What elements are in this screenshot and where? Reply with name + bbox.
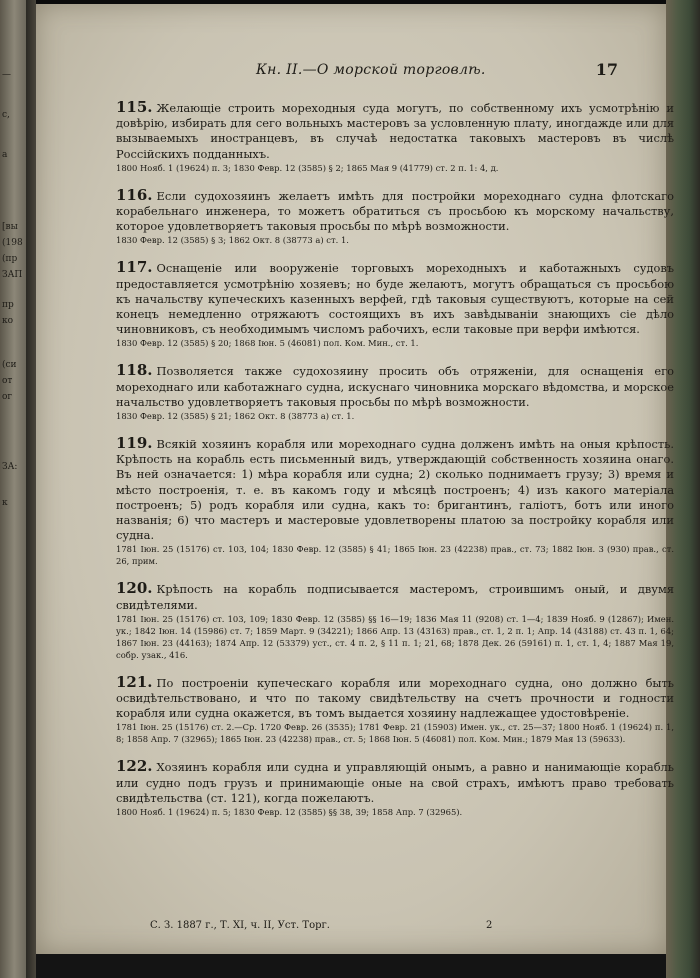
adjacent-page-fragment: ЗА: <box>2 462 18 472</box>
adjacent-page-fragment: (198 <box>2 238 23 248</box>
article-citation: 1781 Іюн. 25 (15176) ст. 103, 109; 1830 Февр. 12 (3585) §§ 16—19; 1836 Мая 11 (9208) ст. 1—4; 1839 Нояб. 9 (12867); Имен. ук.; 1842 Іюн. 14 (15986) ст. 7; 1859 Март. 9 (34221); 1866 Апр. 13 (43163) прав., ст. 1, 2 п. 1; Апр. 14 (43188) ст. 43 п. 1, 64; 1867 Іюн. 23 (44163); 1874 Апр. 12 (53379) уст., ст. 4 п. 2, § 11 п. 1; 21, 68; 1878 Дек. 26 (59161) п. 1, ст. 1, 4; 1887 Мая 19, собр. узак., 416. <box>116 613 674 660</box>
adjacent-page-fragment: ко <box>2 316 14 326</box>
running-head <box>76 62 618 82</box>
article-body <box>116 672 674 746</box>
adjacent-page-fragment: к <box>2 498 8 508</box>
article-number: 115. <box>116 98 153 116</box>
article-body <box>116 363 674 422</box>
page-number: 17 <box>595 60 618 79</box>
book-gutter <box>26 0 36 978</box>
adjacent-page-fragment: (си <box>2 360 17 370</box>
article-120 <box>116 581 674 660</box>
edition-line: С. З. 1887 г., Т. XI, ч. II, Уст. Торг. <box>150 920 330 931</box>
article-119 <box>116 436 674 567</box>
article-118 <box>116 363 674 422</box>
article-citation: 1781 Іюн. 25 (15176) ст. 2.—Ср. 1720 Февр. 26 (3535); 1781 Февр. 21 (15903) Имен. ук., ст. 25—37; 1800 Нояб. 1 (19624) п. 1, 8; 1858 Апр. 7 (32965); 1865 Іюн. 23 (42238) прав., ст. 5; 1868 Іюн. 5 (46081) пол. Ком. Мин.; 1879 Мая 13 (59633). <box>116 722 674 745</box>
page-bottom-shadow <box>36 954 666 978</box>
article-body <box>116 759 674 818</box>
adjacent-page-fragment: (пр <box>2 254 18 264</box>
article-number: 120. <box>116 579 153 598</box>
signature-mark: 2 <box>486 920 493 931</box>
article-115 <box>116 100 674 174</box>
article-citation: 1800 Нояб. 1 (19624) п. 3; 1830 Февр. 12 (3585) § 2; 1865 Мая 9 (41779) ст. 2 п. 1: 4, д. <box>116 162 499 173</box>
article-text: Позволяется также судохозяину просить объ отряженіи, для оснащенія его мореходнаго или каботажнаго судна, искуснаго чиновника морскаго вѣдомства, и морское начальство удовлетворяетъ таковыя просьбы по мѣрѣ возможности. <box>116 364 674 409</box>
article-citation: 1800 Нояб. 1 (19624) п. 5; 1830 Февр. 12 (3585) §§ 38, 39; 1858 Апр. 7 (32965). <box>116 807 463 818</box>
article-text: Оснащеніе или вооруженіе торговыхъ мореходныхъ и каботажныхъ судовъ предоставляется усмотрѣнію хозяевъ; но буде желаютъ, могутъ обращаться съ просьбою къ начальству купеческихъ казенныхъ верфей, гдѣ таковыя существуютъ, которые на сей конецъ немедленно отряжаютъ состоящихъ въ ихъ завѣдываніи знающихъ сіе дѣло чиновниковъ, съ необходимымъ числомъ рабочихъ, если таковые при верфи имѣются. <box>116 261 674 337</box>
adjacent-page-fragment: — <box>2 70 11 80</box>
adjacent-page-fragment: от <box>2 376 13 386</box>
article-body <box>116 581 674 660</box>
adjacent-page-fragment: а <box>2 150 8 160</box>
adjacent-page-fragment: ог <box>2 392 13 402</box>
article-number: 117. <box>116 258 153 277</box>
article-citation: 1830 Февр. 12 (3585) § 20; 1868 Іюн. 5 (46081) пол. Ком. Мин., ст. 1. <box>116 338 419 349</box>
article-body <box>116 185 674 247</box>
article-text: По построеніи купеческаго корабля или мореходнаго судна, оно должно быть освидѣтельствовано, и что по такому свидѣтельству на счетъ прочности и годности корабля или судна окажется, въ томъ выдается хозяину надлежащее удостовѣреніе. <box>116 675 674 721</box>
article-number: 121. <box>116 672 153 691</box>
article-text: Если судохозяинъ желаетъ имѣть для постройки мореходнаго судна флотскаго корабельнаго инженера, то можетъ обратиться съ просьбою къ морскому начальству, которое удовлетворяетъ таковыя просьбы по мѣрѣ возможности. <box>116 188 674 234</box>
article-number: 122. <box>116 757 153 776</box>
book-page <box>36 4 674 954</box>
article-body <box>116 436 674 567</box>
article-number: 119. <box>116 434 153 453</box>
adjacent-page-fragment: пр <box>2 300 14 310</box>
article-text: Всякій хозяинъ корабля или мореходнаго судна долженъ имѣть на оныя крѣпость. Крѣпость на корабль есть письменный видъ, утверждающій собственность хозяина онаго. Въ ней означается: 1) мѣра корабля или судна; 2) сколько поднимаетъ грузу; 3) время и мѣсто построенія, т. е. въ какомъ году и мѣсяцѣ построенъ; 4) изъ какого матеріала построенъ; 5) родъ корабля или судна, какъ то: бригантинъ, галіотъ, ботъ или иного названія; 6) что мастеръ и мастеровые удовлетворены платою за постройку корабля или судна. <box>116 437 674 543</box>
page-footer <box>150 920 650 931</box>
article-117 <box>116 260 674 349</box>
article-body <box>116 260 674 349</box>
adjacent-page-fragment: ЗАП <box>2 270 23 280</box>
article-text: Хозяинъ корабля или судна и управляющій онымъ, а равно и нанимающіе корабль или судно подъ грузъ и принимающіе оные на свой страхъ, имѣютъ право требовать свидѣтельства (ст. 121), когда пожелаютъ. <box>116 760 674 805</box>
article-number: 118. <box>116 361 153 380</box>
adjacent-page-fragment: [вы <box>2 222 18 232</box>
adjacent-page-edge <box>0 0 26 978</box>
running-head-title: Кн. II.—О морской торговлѣ. <box>256 62 486 78</box>
article-citation: 1830 Февр. 12 (3585) § 21; 1862 Окт. 8 (38773 а) ст. 1. <box>116 411 355 422</box>
article-number: 116. <box>116 185 153 204</box>
article-citation: 1781 Іюн. 25 (15176) ст. 103, 104; 1830 Февр. 12 (3585) § 41; 1865 Іюн. 23 (42238) прав., ст. 73; 1882 Іюн. 3 (930) прав., ст. 26, прим. <box>116 544 674 567</box>
article-citation: 1830 Февр. 12 (3585) § 3; 1862 Окт. 8 (38773 а) ст. 1. <box>116 235 349 246</box>
article-116 <box>116 185 674 247</box>
article-121 <box>116 672 674 746</box>
article-text: Желающіе строить мореходныя суда могутъ, по собственному ихъ усмотрѣнію и довѣрію, избирать для сего вольныхъ мастеровъ за условленную плату, иногдажде или для вызываемыхъ иностранцевъ, въ случаѣ недостатка таковыхъ мастеровъ въ числѣ Россійскихъ подданныхъ. <box>116 101 674 161</box>
articles-column <box>116 100 674 832</box>
article-body <box>116 100 674 174</box>
article-122 <box>116 759 674 818</box>
article-text: Крѣпость на корабль подписывается мастеромъ, строившимъ оный, и двумя свидѣтелями. <box>116 582 674 612</box>
adjacent-page-fragment: с, <box>2 110 10 120</box>
